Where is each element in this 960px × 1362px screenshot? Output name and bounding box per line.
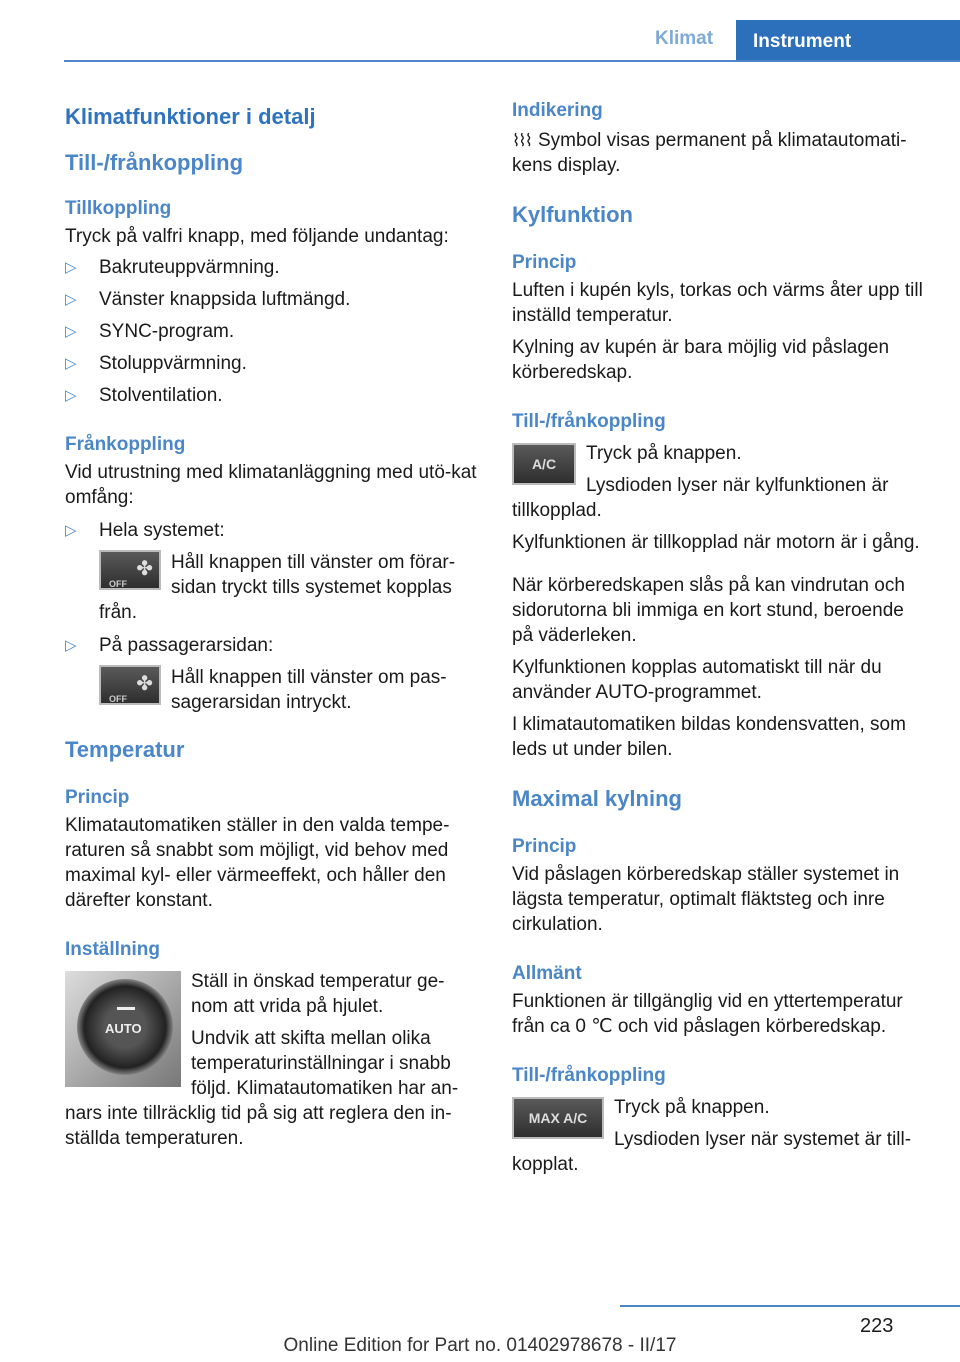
tab-instrument[interactable]: Instrument [736, 20, 960, 60]
paragraph: Kylfunktionen är tillkopplad när motorn är i gång. [512, 532, 920, 553]
paragraph: Lysdioden lyser när kylfunktionen är tillkopplad. [512, 475, 889, 521]
paragraph: Tryck på knappen. [586, 443, 742, 464]
list-item [65, 319, 481, 344]
fan-icon: ✤ [136, 673, 153, 695]
section-heading: Till-/frånkoppling [65, 150, 244, 175]
paragraph: Håll knappen till vänster om pas-sagerarsidan intryckt. [171, 667, 447, 713]
subheading: Princip [512, 836, 577, 857]
paragraph: Håll knappen till vänster om förar-sidan tryckt tills systemet kopplas från. [99, 552, 456, 623]
paragraph-with-icon [512, 128, 928, 178]
list-item-text: SYNC-program. [99, 321, 235, 342]
list-item [65, 383, 481, 408]
paragraph: Vid påslagen körberedskap ställer systemet in lägsta temperatur, optimalt fläktsteg och inre cirkulation. [512, 864, 900, 935]
subheading: Till-/frånkoppling [512, 411, 666, 432]
knob-minus-icon [117, 1007, 135, 1010]
list-item-text: På passagerarsidan: [99, 635, 274, 656]
tab-klimat[interactable]: Klimat [655, 28, 714, 49]
triangle-bullet-icon: ▷ [65, 637, 77, 654]
knob-auto-label: AUTO [105, 1021, 142, 1036]
fan-off-button-icon [99, 665, 161, 705]
subheading: Indikering [512, 100, 603, 121]
edition-footer: Online Edition for Part no. 01402978678 - II/17 [283, 1335, 677, 1356]
list-item-text: Hela systemet: [99, 520, 225, 541]
bullet-list [65, 255, 481, 408]
list-item [65, 351, 481, 376]
list-item-text: Stolventilation. [99, 385, 223, 406]
paragraph: Luften i kupén kyls, torkas och värms åter upp till inställd temperatur. [512, 280, 923, 326]
off-label: OFF [109, 579, 127, 589]
fan-icon: ✤ [136, 558, 153, 580]
paragraph: I klimatautomatiken bildas kondensvatten, som leds ut under bilen. [512, 714, 906, 760]
list-item-text: Vänster knappsida luftmängd. [99, 289, 351, 310]
condensation-icon: ⌇⌇⌇ [512, 131, 531, 150]
paragraph: Ställ in önskad temperatur ge-nom att vrida på hjulet. [191, 971, 445, 1017]
subheading: Frånkoppling [65, 434, 186, 455]
section-heading: Temperatur [65, 737, 185, 762]
off-label: OFF [109, 694, 127, 704]
subheading: Princip [65, 787, 130, 808]
paragraph: Kylfunktionen kopplas automatiskt till när du använder AUTO-programmet. [512, 657, 882, 703]
list-item [65, 255, 481, 280]
page-number: 223 [860, 1315, 894, 1337]
temperature-block [65, 969, 481, 1151]
paragraph-text: Symbol visas permanent på klimatautomati-kens display. [512, 130, 907, 176]
section-heading: Maximal kylning [512, 786, 682, 811]
paragraph: Funktionen är tillgänglig vid en yttertemperatur från ca 0 ℃ och vid påslagen körberedskap. [512, 991, 903, 1037]
subheading: Inställning [65, 939, 160, 960]
subheading: Princip [512, 252, 577, 273]
page-title: Klimatfunktioner i detalj [65, 104, 316, 129]
subheading: Till-/frånkoppling [512, 1065, 666, 1086]
triangle-bullet-icon: ▷ [65, 387, 77, 404]
triangle-bullet-icon: ▷ [65, 323, 77, 340]
triangle-bullet-icon: ▷ [65, 355, 77, 372]
paragraph: Tryck på valfri knapp, med följande undantag: [65, 226, 449, 247]
list-item [65, 287, 481, 312]
list-item-text: Bakruteuppvärmning. [99, 257, 280, 278]
triangle-bullet-icon: ▷ [65, 291, 77, 308]
footer-rule [620, 1305, 960, 1307]
paragraph: Kylning av kupén är bara möjlig vid påslagen körberedskap. [512, 337, 890, 383]
ac-block [512, 441, 928, 523]
paragraph: Undvik att skifta mellan olika temperaturinställningar i snabb följd. Klimatautomatiken har an-nars inte tillräcklig tid på sig att reglera den in-ställda temperaturen. [65, 1028, 459, 1149]
triangle-bullet-icon: ▷ [65, 259, 77, 276]
triangle-bullet-icon: ▷ [65, 522, 77, 539]
left-column [65, 100, 481, 1151]
paragraph: Vid utrustning med klimatanläggning med utö-kat omfång: [65, 462, 477, 508]
list-item [65, 518, 481, 625]
fan-off-button-icon [99, 550, 161, 590]
max-ac-button-icon: MAX A/C [512, 1097, 604, 1139]
paragraph: Klimatautomatiken ställer in den valda tempe-raturen så snabbt som möjligt, vid behov med maximal kyl- eller värmeeffekt, och håller den därefter konstant. [65, 815, 450, 911]
list-item [65, 633, 481, 715]
temperature-knob-image [65, 971, 181, 1087]
section-heading: Kylfunktion [512, 202, 633, 227]
subheading: Tillkoppling [65, 198, 172, 219]
max-ac-block [512, 1095, 928, 1177]
header-rule [64, 60, 960, 62]
paragraph: Tryck på knappen. [614, 1097, 770, 1118]
paragraph: När körberedskapen slås på kan vindrutan och sidorutorna bli immiga en kort stund, beroende på väderleken. [512, 575, 905, 646]
subheading: Allmänt [512, 963, 582, 984]
ac-button-icon: A/C [512, 443, 576, 485]
list-item-text: Stoluppvärmning. [99, 353, 247, 374]
paragraph: Lysdioden lyser när systemet är till-kopplat. [512, 1129, 912, 1175]
right-column [512, 100, 928, 1177]
